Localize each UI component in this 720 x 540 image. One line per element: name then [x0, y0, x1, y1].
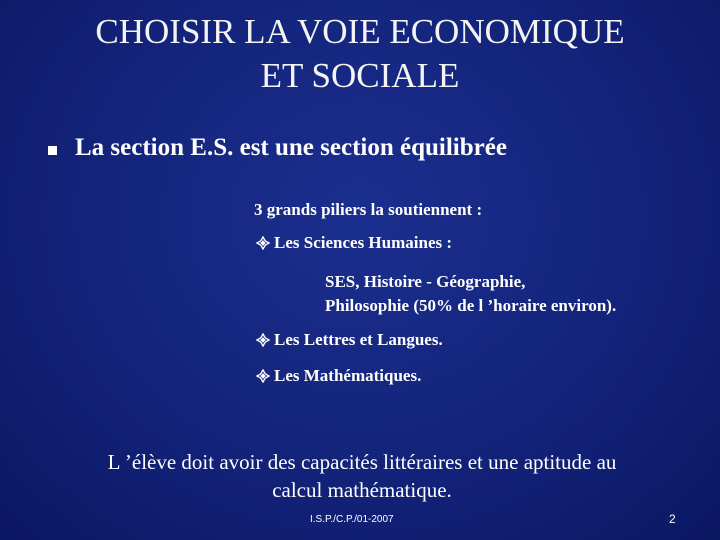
conclusion-line-2: calcul mathématique. — [272, 478, 452, 502]
slide-title — [0, 10, 720, 98]
conclusion-text — [0, 448, 720, 504]
square-bullet-icon — [48, 146, 57, 155]
slide-title-line-2: ET SOCIALE — [260, 56, 460, 95]
pillar-item-label: Les Mathématiques. — [274, 366, 422, 385]
diamond-bullet-icon — [256, 369, 270, 383]
pillar-item-label: Les Sciences Humaines : — [274, 233, 453, 252]
sciences-humaines-detail — [325, 270, 616, 318]
pillar-item-mathematiques — [256, 366, 421, 386]
pillar-item-lettres-langues — [256, 330, 443, 350]
pillar-item-label: Les Lettres et Langues. — [274, 330, 443, 349]
conclusion-line-1: L ’élève doit avoir des capacités littéraires et une aptitude au — [107, 450, 617, 474]
page-number: 2 — [669, 512, 676, 526]
diamond-bullet-icon — [256, 333, 270, 347]
diamond-bullet-icon — [256, 236, 270, 250]
main-bullet-text: La section E.S. est une section équilibrée — [75, 134, 507, 161]
detail-line-1: SES, Histoire - Géographie, — [325, 272, 526, 291]
pillars-intro: 3 grands piliers la soutiennent : — [254, 200, 483, 219]
slide-title-line-1: CHOISIR LA VOIE ECONOMIQUE — [95, 12, 625, 51]
pillar-item-sciences-humaines — [256, 233, 452, 253]
detail-line-2: Philosophie (50% de l ’horaire environ). — [325, 296, 617, 315]
footer-reference: I.S.P./C.P./01-2007 — [310, 514, 394, 525]
main-bullet-point — [48, 134, 507, 162]
